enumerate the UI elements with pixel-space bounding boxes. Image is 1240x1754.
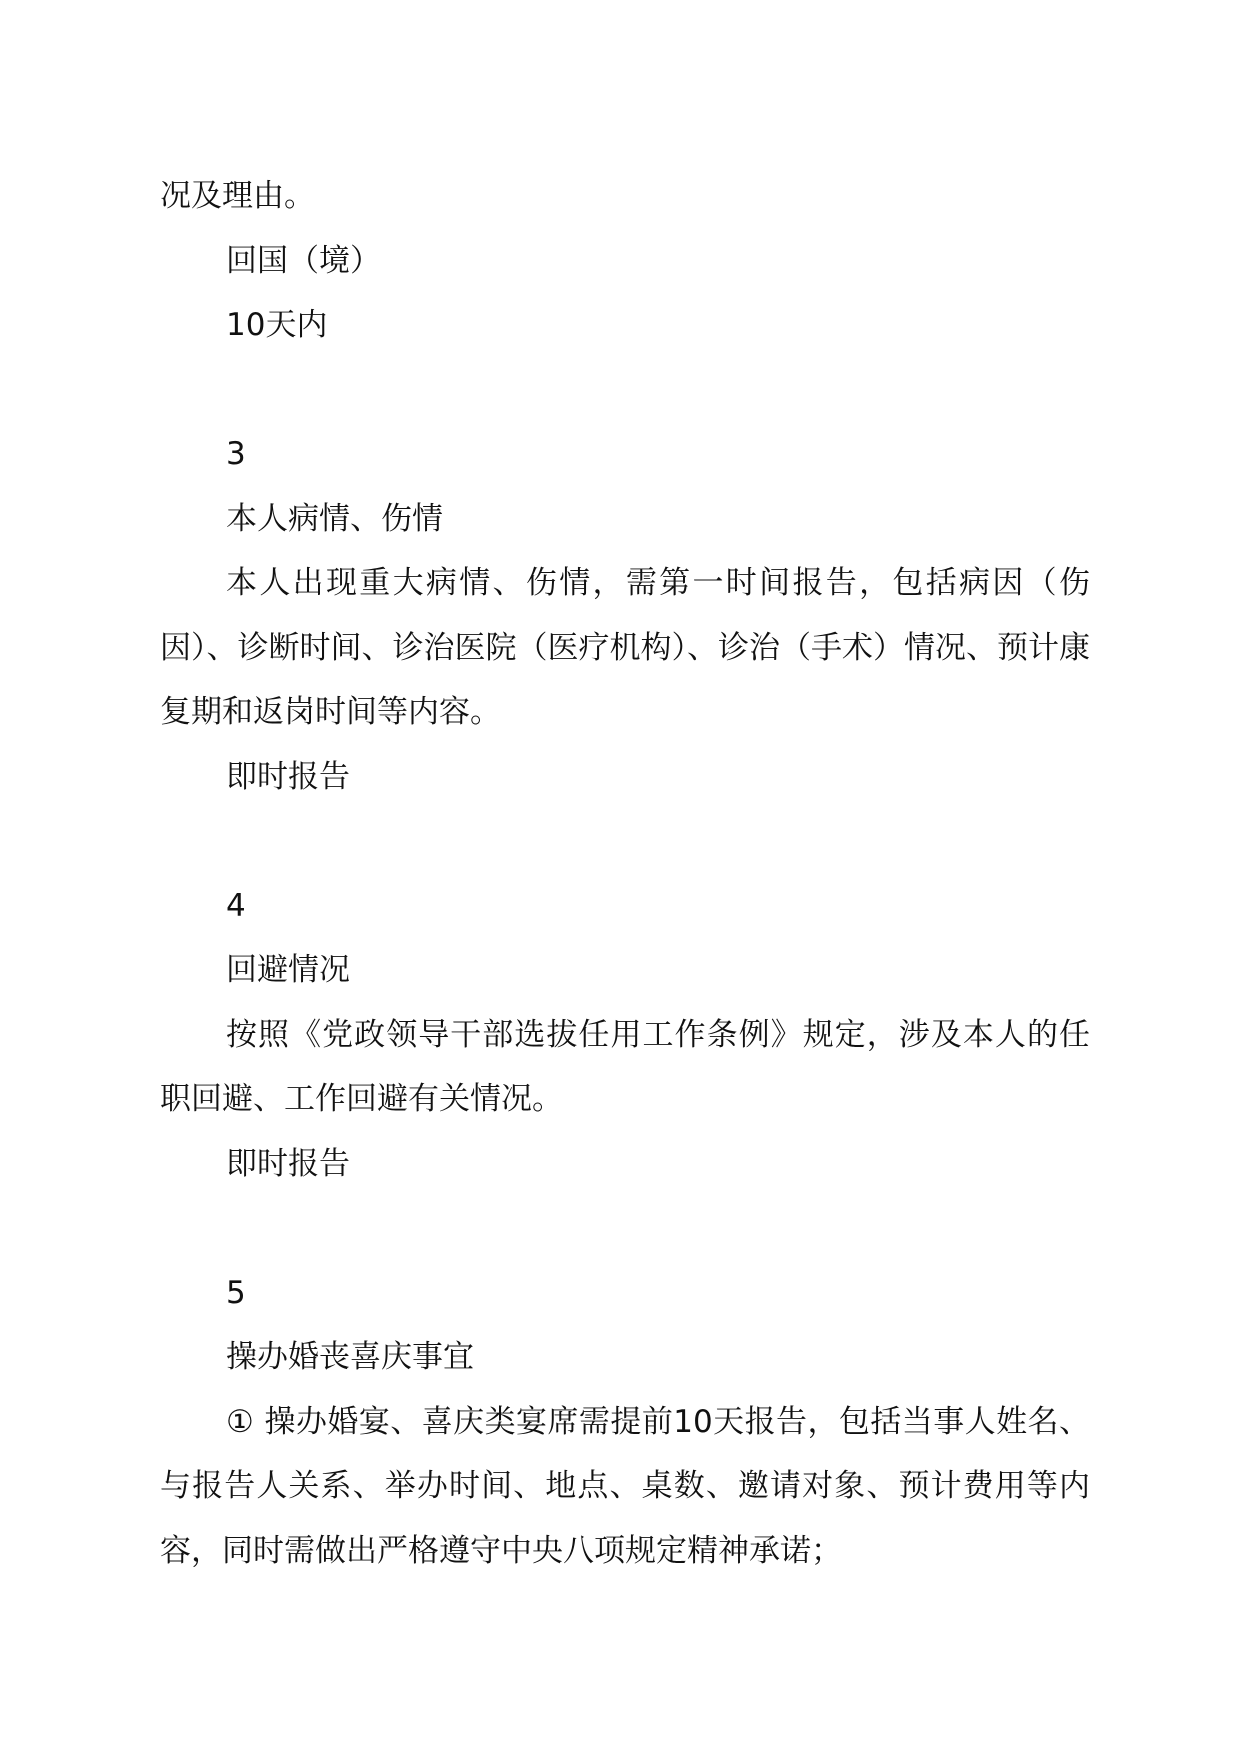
- item-number: 3: [226, 436, 246, 472]
- item-deadline: 即时报告: [226, 758, 350, 795]
- spacer: [160, 358, 1090, 423]
- item-title-return-abroad: 回国（境）: [226, 242, 381, 279]
- item-deadline: 即时报告: [226, 1145, 350, 1182]
- item-title-ceremonies: 操办婚丧喜庆事宜: [226, 1339, 474, 1375]
- item-number: 5: [226, 1274, 246, 1311]
- spacer: [160, 809, 1090, 874]
- spacer: [160, 1196, 1090, 1261]
- paragraph-continuation: 况及理由。: [160, 178, 315, 214]
- item-title-recusal: 回避情况: [226, 952, 350, 988]
- item-deadline: 10天内: [226, 307, 328, 343]
- item-number: 4: [226, 887, 246, 924]
- item-description: 按照《党政领导干部选拔任用工作条例》规定，涉及本人的任职回避、工作回避有关情况。: [160, 1016, 1090, 1117]
- item-title-illness: 本人病情、伤情: [226, 500, 443, 537]
- item-description: 本人出现重大病情、伤情，需第一时间报告，包括病因（伤因）、诊断时间、诊治医院（医疗机构）、诊治（手术）情况、预计康复期和返岗时间等内容。: [160, 565, 1090, 730]
- document-body: [160, 164, 1090, 1583]
- item-description: ① 操办婚宴、喜庆类宴席需提前10天报告，包括当事人姓名、与报告人关系、举办时间、地点、桌数、邀请对象、预计费用等内容，同时需做出严格遵守中央八项规定精神承诺；: [160, 1403, 1090, 1569]
